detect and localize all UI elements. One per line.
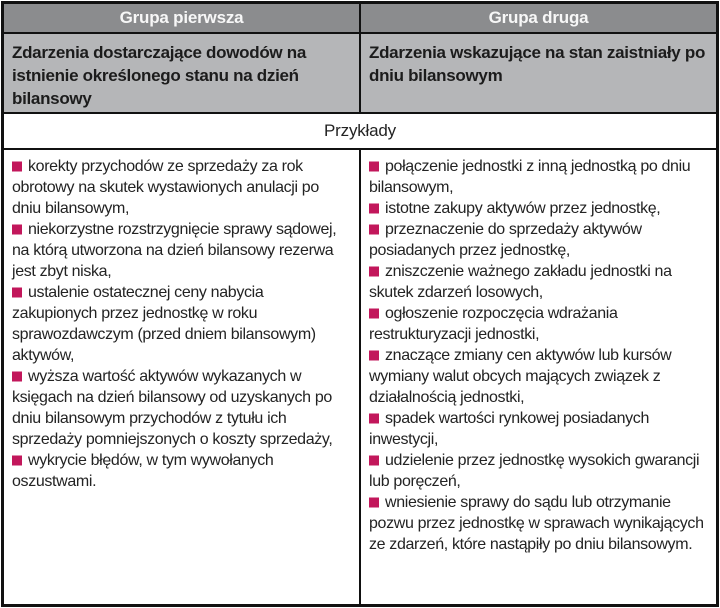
list-item bbox=[12, 156, 351, 219]
column-header-group-two: Grupa druga bbox=[360, 3, 718, 33]
square-bullet-icon bbox=[12, 161, 22, 171]
list-item-text: połączenie jednostki z inną jednostką po dniu bilansowym, bbox=[369, 157, 691, 196]
list-item bbox=[369, 198, 708, 219]
list-item bbox=[12, 450, 351, 492]
square-bullet-icon bbox=[369, 413, 379, 423]
square-bullet-icon bbox=[369, 161, 379, 171]
square-bullet-icon bbox=[369, 497, 379, 507]
list-item bbox=[12, 219, 351, 282]
list-item-text: zniszczenie ważnego zakładu jednostki na skutek zdarzeń losowych, bbox=[369, 262, 672, 301]
square-bullet-icon bbox=[369, 308, 379, 318]
list-item-text: ogłoszenie rozpoczęcia wdrażania restrukturyzacji jednostki, bbox=[369, 304, 618, 343]
list-item-text: ustalenie ostatecznej ceny nabycia zakupionych przez jednostkę w roku sprawozdawczym (przed dniem bilansowym) aktywów, bbox=[12, 283, 316, 364]
list-item-text: wyższa wartość aktywów wykazanych w księgach na dzień bilansowy od uzyskanych po dniu bilansowym przychodów z tytułu ich sprzedaży pomniejszonych o koszty sprzedaży, bbox=[12, 367, 333, 448]
list-item-text: wniesienie sprawy do sądu lub otrzymanie pozwu przez jednostkę w sprawach wynikających ze zdarzeń, które nastąpiły po dniu bilansowym. bbox=[369, 493, 704, 553]
list-item-text: znaczące zmiany cen aktywów lub kursów wymiany walut obcych mających związek z działalnością jednostki, bbox=[369, 346, 672, 406]
subheader-group-two: Zdarzenia wskazujące na stan zaistniały po dniu bilansowym bbox=[360, 33, 718, 113]
list-item bbox=[369, 219, 708, 261]
list-item-text: korekty przychodów ze sprzedaży za rok obrotowy na skutek wystawionych anulacji po dniu bilansowym, bbox=[12, 157, 319, 217]
subheader-row bbox=[3, 33, 718, 113]
list-item bbox=[12, 282, 351, 366]
square-bullet-icon bbox=[369, 224, 379, 234]
examples-label: Przykłady bbox=[3, 113, 718, 149]
list-item bbox=[369, 492, 708, 555]
group-two-examples-cell bbox=[360, 149, 718, 606]
group-one-examples-cell bbox=[3, 149, 361, 606]
list-item-text: niekorzystne rozstrzygnięcie sprawy sądowej, na którą utworzona na dzień bilansowy rezerwa jest zbyt niska, bbox=[12, 220, 337, 280]
square-bullet-icon bbox=[12, 224, 22, 234]
list-item-text: istotne zakupy aktywów przez jednostkę, bbox=[385, 199, 661, 217]
list-item bbox=[369, 303, 708, 345]
list-item bbox=[12, 366, 351, 450]
list-item-text: spadek wartości rynkowej posiadanych inwestycji, bbox=[369, 409, 649, 448]
list-item bbox=[369, 156, 708, 198]
examples-row bbox=[3, 113, 718, 149]
examples-body-row bbox=[3, 149, 718, 606]
square-bullet-icon bbox=[369, 455, 379, 465]
list-item bbox=[369, 450, 708, 492]
list-item-text: przeznaczenie do sprzedaży aktywów posiadanych przez jednostkę, bbox=[369, 220, 642, 259]
subheader-group-one: Zdarzenia dostarczające dowodów na istnienie określonego stanu na dzień bilansowy bbox=[3, 33, 361, 113]
square-bullet-icon bbox=[12, 455, 22, 465]
square-bullet-icon bbox=[12, 371, 22, 381]
list-item-text: udzielenie przez jednostkę wysokich gwarancji lub poręczeń, bbox=[369, 451, 700, 490]
square-bullet-icon bbox=[369, 266, 379, 276]
events-comparison-table bbox=[1, 1, 719, 607]
list-item bbox=[369, 408, 708, 450]
list-item bbox=[369, 261, 708, 303]
square-bullet-icon bbox=[12, 287, 22, 297]
column-header-group-one: Grupa pierwsza bbox=[3, 3, 361, 33]
square-bullet-icon bbox=[369, 350, 379, 360]
list-item bbox=[369, 345, 708, 408]
group-header-row bbox=[3, 3, 718, 33]
list-item-text: wykrycie błędów, w tym wywołanych oszustwami. bbox=[12, 451, 274, 490]
square-bullet-icon bbox=[369, 203, 379, 213]
